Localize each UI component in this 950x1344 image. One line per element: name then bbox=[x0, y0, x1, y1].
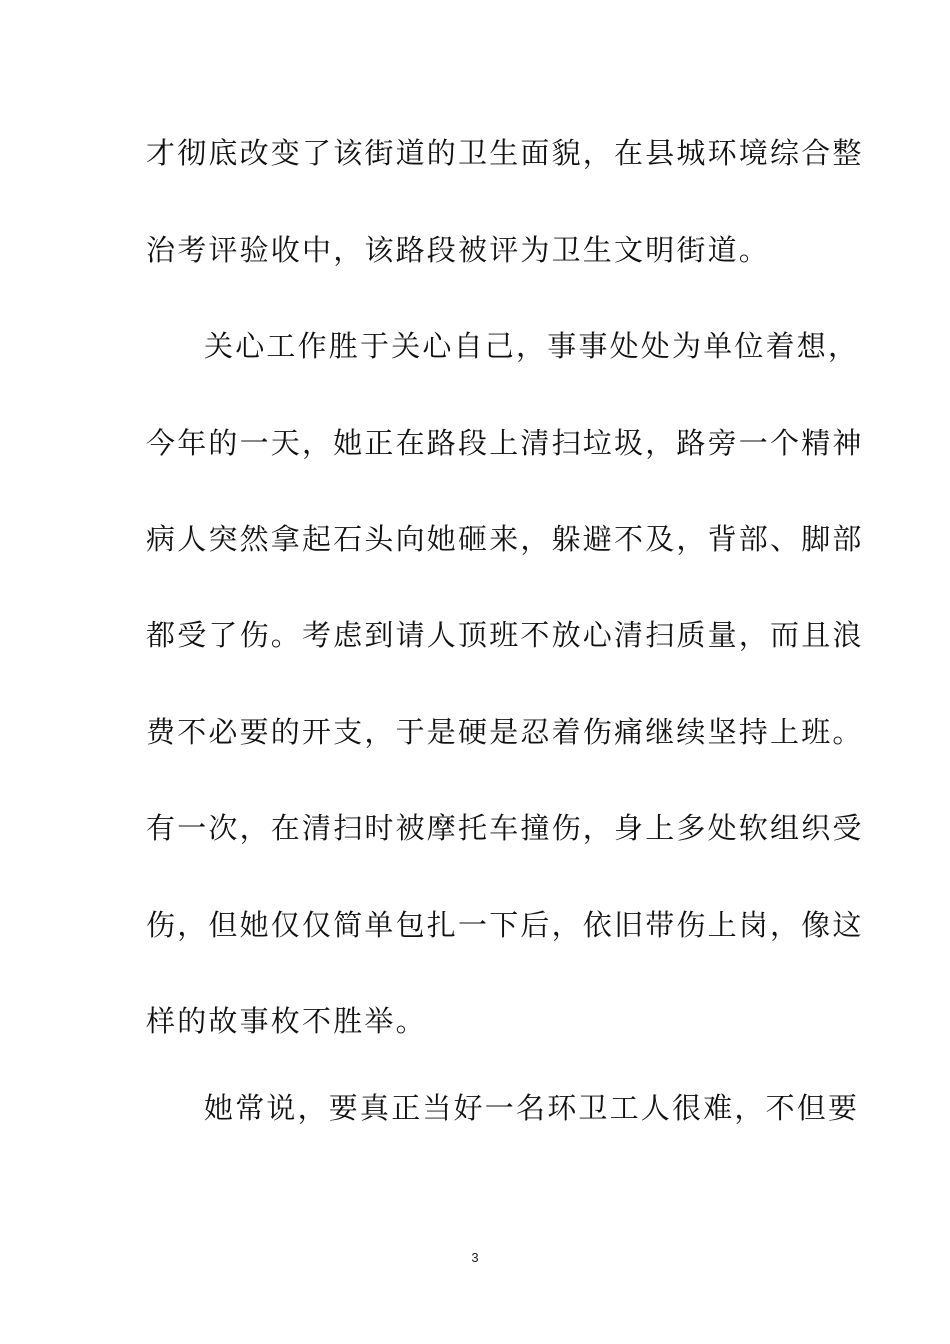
text-line: 都受了伤。考虑到请人顶班不放心清扫质量，而且浪 bbox=[146, 618, 864, 652]
text-line: 才彻底改变了该街道的卫生面貌，在县城环境综合整 bbox=[146, 136, 864, 170]
paragraph-start-line: 关心工作胜于关心自己，事事处处为单位着想， bbox=[204, 329, 860, 363]
text-line: 有一次，在清扫时被摩托车撞伤，身上多处软组织受 bbox=[146, 811, 864, 845]
text-line: 样的故事枚不胜举。 bbox=[146, 1004, 427, 1038]
text-line: 今年的一天，她正在路段上清扫垃圾，路旁一个精神 bbox=[146, 426, 864, 460]
paragraph-start-line: 她常说，要真正当好一名环卫工人很难，不但要 bbox=[204, 1091, 860, 1125]
text-line: 费不必要的开支，于是硬是忍着伤痛继续坚持上班。 bbox=[146, 715, 864, 749]
page-number: 3 bbox=[471, 1250, 479, 1265]
text-line: 伤，但她仅仅简单包扎一下后，依旧带伤上岗，像这 bbox=[146, 908, 864, 942]
text-line: 病人突然拿起石头向她砸来，躲避不及，背部、脚部 bbox=[146, 522, 864, 556]
text-line: 治考评验收中，该路段被评为卫生文明街道。 bbox=[146, 233, 771, 267]
